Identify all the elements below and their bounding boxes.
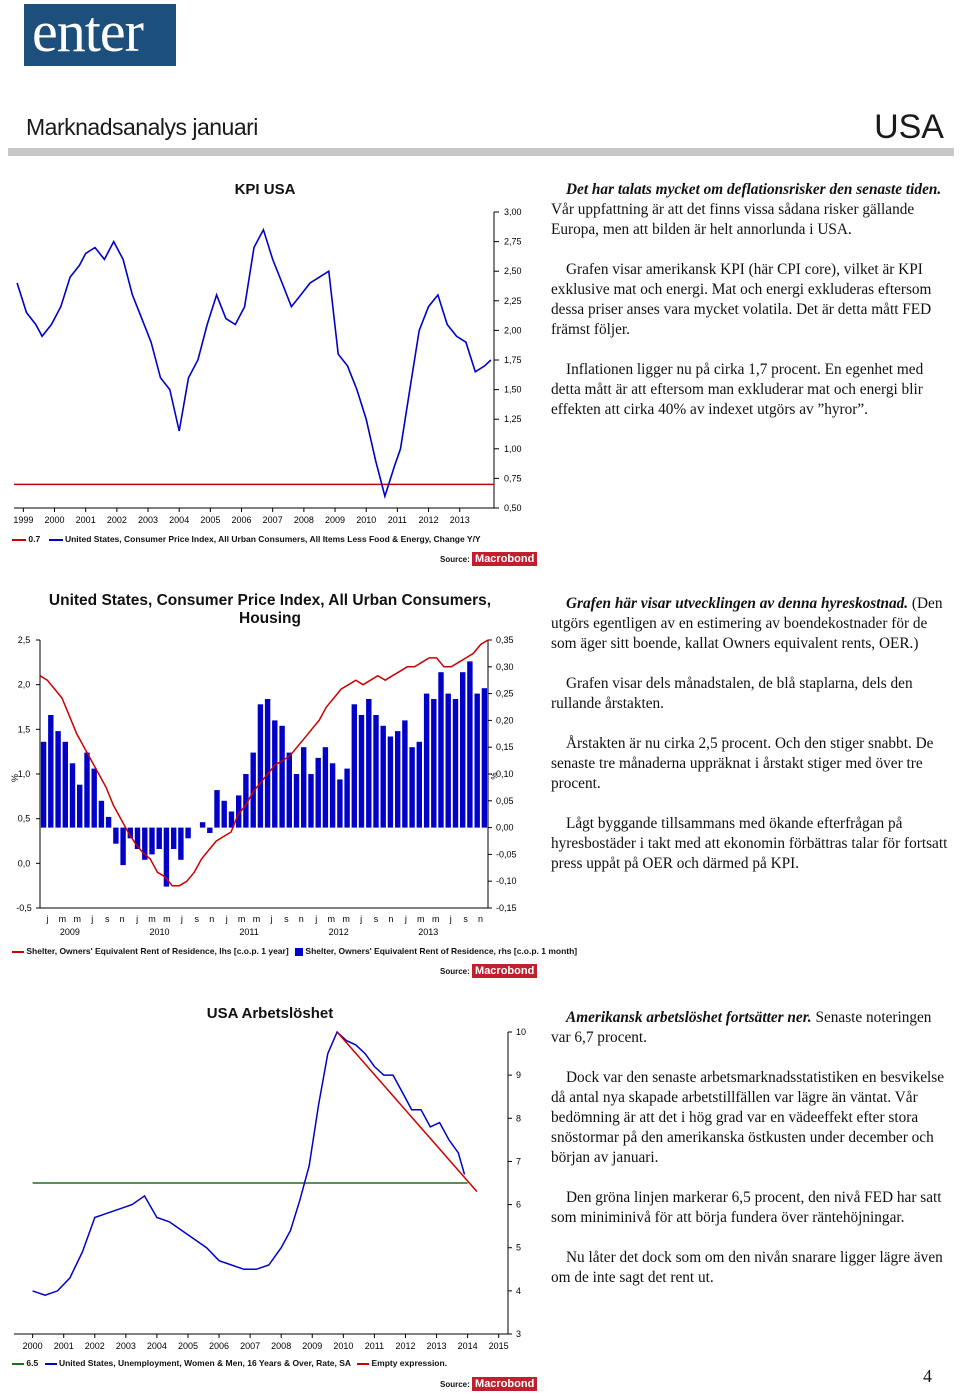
monthly-bar [467,661,472,827]
legend-line-label: Shelter, Owners' Equivalent Rent of Residence, lhs [c.o.p. 1 year] [26,946,289,956]
y-tick-label: 3,00 [504,207,522,217]
monthly-bar [207,828,212,833]
x-month-label: j [449,914,452,924]
x-month-label: m [431,914,440,924]
y-tick-label: 1,75 [504,355,522,365]
unemployment-series-line [33,1032,465,1295]
y-left-tick-label: 0,5 [17,813,31,824]
source-kpi [440,552,537,566]
y-tick-label: 0,75 [504,473,522,484]
x-month-label: m [342,914,350,924]
y-tick-label: 9 [516,1070,522,1081]
chart-title-housing: United States, Consumer Price Index, All Urban Consumers, Housing [48,592,492,627]
x-tick-label: 2010 [356,515,377,525]
y-right-unit: % [489,772,498,780]
monthly-bar [171,828,176,849]
monthly-bar [55,731,60,828]
y-right-tick-label: 0,20 [496,715,514,726]
macrobond-logo: Macrobond [472,964,537,978]
y-right-tick-label: 0,30 [496,661,514,672]
x-tick-label: 2009 [325,515,346,525]
paragraph: Nu låter det dock som om den nivån snarare ligger lägre även om de inte sagt det rent ut. [551,1249,943,1286]
x-tick-label: 2013 [426,1341,447,1351]
x-year-label: 2013 [418,927,439,937]
y-right-tick-label: 0,25 [496,688,514,699]
legend-series-swatch [45,1363,57,1365]
monthly-bar [120,828,125,866]
y-right-tick-label: 0,10 [496,769,514,779]
x-month-label: n [298,914,304,924]
monthly-bar [279,726,284,828]
x-month-label: n [477,914,484,924]
text-block-3 [551,1008,949,1288]
legend-housing [12,946,577,956]
paragraph: Den gröna linjen markerar 6,5 procent, den nivå FED har satt som miniminivå för att börja fundera över räntehöjningar. [551,1189,942,1226]
legend-threshold-label: 0.7 [28,534,41,544]
x-month-label: j [136,914,139,924]
y-left-unit: % [10,773,20,783]
monthly-bar [214,790,219,828]
legend-threshold-label: 6.5 [26,1358,39,1368]
text-block-2 [551,594,949,874]
x-tick-label: 2014 [457,1341,478,1351]
monthly-bar [316,758,321,828]
x-tick-label: 2011 [387,515,408,525]
x-tick-label: 2002 [106,515,127,525]
x-year-label: 2010 [149,927,170,937]
monthly-bar [388,737,393,828]
x-tick-label: 2004 [146,1341,167,1351]
y-tick-label: 4 [516,1285,522,1296]
monthly-bar [308,774,313,828]
x-month-label: m [252,914,261,924]
legend-trend-label: Empty expression. [371,1358,448,1368]
monthly-bar [344,769,349,828]
y-tick-label: 6 [516,1199,522,1210]
y-tick-label: 5 [516,1242,522,1253]
monthly-bar [157,828,162,849]
x-tick-label: 2002 [84,1341,105,1351]
x-tick-label: 2010 [333,1341,354,1351]
x-month-label: n [119,914,125,924]
y-right-tick-label: 0,35 [496,635,514,645]
legend-line-swatch [12,951,24,953]
monthly-bar [70,763,75,827]
x-month-label: m [73,914,82,924]
y-tick-label: 3 [516,1329,522,1339]
source-label: Source: [440,967,470,976]
y-left-tick-label: 1,0 [17,769,31,779]
x-tick-label: 2012 [395,1341,416,1351]
x-month-label: m [237,914,246,924]
x-tick-label: 2000 [22,1341,43,1351]
x-tick-label: 2006 [209,1341,230,1351]
monthly-bar [395,731,400,828]
trend-line [337,1032,477,1192]
x-month-label: j [46,914,49,924]
x-month-label: s [463,914,468,924]
monthly-bar [92,769,97,828]
legend-threshold-swatch [12,539,26,541]
enter-logo: enter [24,4,176,66]
y-tick-label: 10 [516,1027,527,1037]
monthly-bar [337,779,342,827]
chart-housing [12,628,532,940]
chart-kpi [12,196,532,532]
legend-series-label: United States, Consumer Price Index, All Urban Consumers, All Items Less Food & Energy, Change Y/Y [64,534,481,544]
x-tick-label: 2015 [488,1341,509,1351]
monthly-bar [272,720,277,827]
x-month-label: j [180,914,183,924]
x-month-label: s [373,914,379,924]
monthly-bar [149,828,154,855]
y-right-tick-label: 0,05 [496,795,514,806]
monthly-bar [294,774,299,828]
paragraph [551,1008,949,1048]
y-left-tick-label: 2,5 [17,635,31,645]
monthly-bar [424,694,429,828]
legend-trend-swatch [357,1363,369,1365]
legend-kpi [12,534,481,544]
x-tick-label: 2001 [75,515,96,525]
source-label: Source: [440,555,470,564]
lead-rest: Vår uppfattning är att det finns vissa sådana risker gällande Europa, men att bilden är helt annorlunda i USA. [551,201,915,238]
monthly-bar [48,715,53,828]
text-block-1 [551,180,949,420]
x-tick-label: 2008 [293,515,314,525]
x-month-label: j [270,914,273,924]
monthly-bar [200,822,205,827]
paragraph [551,594,949,654]
monthly-bar [185,828,190,839]
legend-bar-swatch [295,948,303,956]
y-tick-label: 0,50 [504,503,522,513]
kpi-series-line [17,230,491,496]
y-right-tick-label: 0,00 [496,822,514,833]
x-month-label: m [148,914,156,924]
y-left-tick-label: 1,5 [17,724,31,735]
monthly-bar [373,715,378,828]
x-month-label: j [225,914,228,924]
x-year-label: 2011 [239,927,259,937]
monthly-bar [178,828,183,860]
monthly-bar [482,688,487,827]
x-month-label: s [284,914,289,924]
x-tick-label: 2007 [262,515,283,525]
y-tick-label: 2,50 [504,266,522,277]
monthly-bar [222,801,227,828]
x-tick-label: 2000 [44,515,65,525]
monthly-bar [84,753,89,828]
lead-rest: Senaste noteringen var 6,7 procent. [551,1009,932,1046]
y-left-tick-label: 0,0 [17,858,31,869]
x-month-label: j [91,914,94,924]
x-tick-label: 2003 [115,1341,136,1351]
source-label: Source: [440,1380,470,1389]
monthly-bar [258,704,263,827]
y-tick-label: 2,00 [504,325,522,336]
paragraph: Lågt byggande tillsammans med ökande efterfrågan på hyresbostäder i takt med att ekonomin förbättras talar för fortsatt press uppåt på OER och därmed på KPI. [551,815,948,872]
y-right-tick-label: -0,10 [496,876,517,887]
x-tick-label: 2001 [53,1341,74,1351]
x-tick-label: 2003 [138,515,159,525]
x-month-label: n [388,914,394,924]
y-tick-label: 2,25 [504,295,522,306]
x-month-label: s [194,914,200,924]
y-right-tick-label: -0,05 [496,849,517,860]
x-tick-label: 2009 [302,1341,323,1351]
y-tick-label: 7 [516,1156,522,1167]
x-month-label: m [417,914,425,924]
monthly-bar [431,699,436,828]
x-month-label: s [104,914,110,924]
x-month-label: j [315,914,318,924]
legend-threshold-swatch [12,1363,24,1365]
monthly-bar [475,694,480,828]
page-number: 4 [923,1366,932,1386]
lead-text: Det har talats mycket om deflationsrisker den senaste tiden. [566,181,942,198]
lead-text: Amerikansk arbetslöshet fortsätter ner. [566,1009,812,1026]
x-tick-label: 2007 [240,1341,261,1351]
macrobond-logo: Macrobond [472,1377,537,1391]
paragraph [551,180,949,240]
country-title: USA [874,108,944,146]
chart-title-kpi: KPI USA [234,181,296,198]
monthly-bar [301,747,306,827]
x-tick-label: 2008 [271,1341,292,1351]
monthly-bar [77,785,82,828]
monthly-bar [438,672,443,827]
lead-text: Grafen här visar utvecklingen av denna hyreskostnad. [566,595,909,612]
monthly-bar [63,742,68,828]
monthly-bar [381,726,386,828]
x-month-label: n [209,914,215,924]
monthly-bar [99,801,104,828]
legend-series-swatch [49,539,63,541]
report-title: Marknadsanalys januari [26,114,258,140]
x-tick-label: 2012 [418,515,439,525]
x-month-label: j [404,914,407,924]
x-month-label: m [327,914,335,924]
y-tick-label: 1,50 [504,384,522,395]
y-left-tick-label: -0,5 [16,903,32,913]
header-divider [8,148,954,156]
source-housing [440,964,537,978]
chart-unemployment [12,1022,532,1352]
y-tick-label: 2,75 [504,236,522,247]
monthly-bar [41,742,46,828]
x-year-label: 2012 [328,927,349,937]
x-tick-label: 2013 [449,515,470,525]
y-right-tick-label: -0,15 [496,903,517,913]
x-tick-label: 2005 [177,1341,199,1351]
monthly-bar [453,699,458,828]
monthly-bar [330,763,335,827]
chart-title-unemployment: USA Arbetslöshet [206,1005,334,1022]
lead-rest: (Den utgörs egentligen av en estimering av boendekostnader för de som äger sitt boende, kallat Owners equivalent rents, OER.) [551,595,943,652]
x-tick-label: 2006 [231,515,252,525]
monthly-bar [113,828,118,844]
paragraph: Grafen visar dels månadstalen, de blå staplarna, dels den rullande årstakten. [551,675,913,712]
x-tick-label: 2005 [200,515,221,525]
monthly-bar [446,694,451,828]
monthly-bar [366,699,371,828]
monthly-bar [417,742,422,828]
monthly-bar [265,699,270,828]
monthly-bar [323,747,328,827]
monthly-bar [359,715,364,828]
y-right-tick-label: 0,15 [496,742,514,753]
monthly-bar [402,720,407,827]
source-unemployment [440,1377,537,1391]
monthly-bar [409,747,414,827]
y-left-tick-label: 2,0 [17,679,31,690]
x-month-label: j [360,914,363,924]
monthly-bar [352,704,357,827]
x-year-label: 2009 [59,927,80,937]
legend-series-label: United States, Unemployment, Women & Men, 16 Years & Over, Rate, SA [58,1358,351,1368]
legend-bar-label: Shelter, Owners' Equivalent Rent of Residence, rhs [c.o.p. 1 month] [305,946,578,956]
x-month-label: m [163,914,171,924]
legend-unemployment [12,1358,447,1368]
y-tick-label: 8 [516,1113,522,1124]
paragraph: Grafen visar amerikansk KPI (här CPI core), vilket är KPI exklusive mat och energi. Mat och energi exkluderas eftersom dessa priser anses vara mycket volatila. Det är detta mått FED främst följer. [551,261,932,338]
x-tick-label: 1999 [13,515,34,525]
paragraph: Dock var den senaste arbetsmarknadsstatistiken en besvikelse då antal nya skapade arbetstillfällen var lägre än väntat. Vår bedömning är att det i hög grad var en vädeeffekt efter stora snöstormar på den amerikanska östkusten under december och början av januari. [551,1069,945,1166]
monthly-bar [460,672,465,827]
y-tick-label: 1,25 [504,414,522,425]
paragraph: Inflationen ligger nu på cirka 1,7 procent. En egenhet med detta mått är att eftersom man exkluderar mat och energi blir effekten att cirka 40% av indexet utgörs av ”hyror”. [551,361,924,418]
x-tick-label: 2011 [364,1341,385,1351]
monthly-bar [106,817,111,828]
y-tick-label: 1,00 [504,443,522,454]
paragraph: Årstakten är nu cirka 2,5 procent. Och den stiger snabbt. De senaste tre månaderna uppräknat i årstakt stiger med över tre procent. [551,735,934,792]
x-month-label: m [58,914,67,924]
x-tick-label: 2004 [169,515,190,525]
monthly-bar [287,753,292,828]
macrobond-logo: Macrobond [472,552,537,566]
